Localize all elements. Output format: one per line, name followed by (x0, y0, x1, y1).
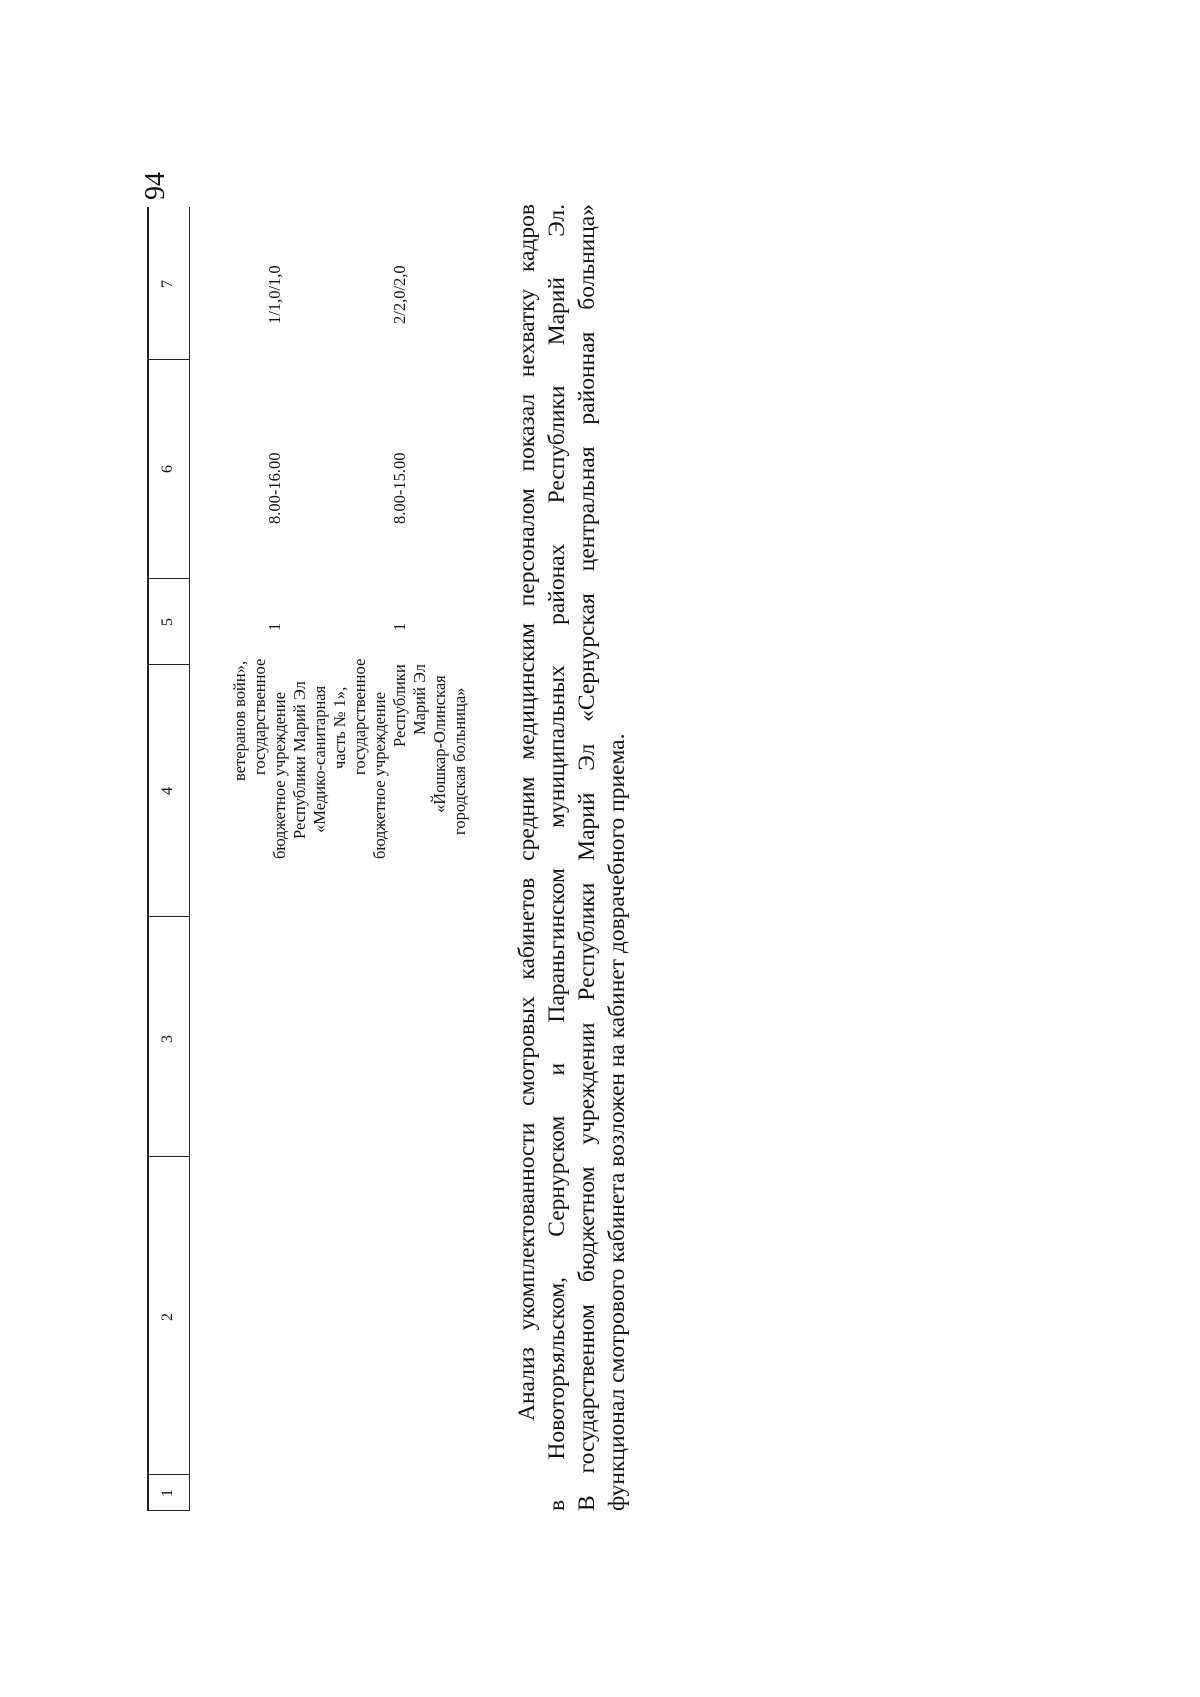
table-header-bottom-border (189, 207, 190, 1511)
cell-line: Республики (390, 664, 409, 747)
cell-line: часть № 1», (330, 686, 349, 769)
cell-line: ветеранов войн», (230, 660, 249, 781)
column-number: 7 (159, 280, 176, 288)
cell-line: «Йошкар-Олинская (430, 675, 449, 813)
column-number: 2 (159, 1313, 176, 1321)
column-number: 4 (159, 787, 176, 795)
paragraph-line: функционал смотрового кабинета возложен на кабинет доврачебного приема. (604, 733, 630, 1511)
page-number: 94 (140, 172, 171, 200)
cell-line: Марий Эл (410, 664, 429, 735)
cell-line: государственное (250, 658, 269, 775)
cell-ratio: 1/1,0/1,0 (265, 265, 284, 324)
column-number: 6 (159, 465, 176, 473)
cell-hours: 8.00-15.00 (390, 452, 409, 524)
cell-line: бюджетное учреждение (270, 692, 289, 859)
cell-line: Республики Марий Эл (290, 681, 309, 839)
paragraph-line: в Новоторъяльском, Сернурском и Параньгинском муниципальных районах Республики Марий Эл. (544, 204, 570, 1511)
table-top-border (147, 207, 149, 1511)
column-divider (147, 916, 190, 917)
cell-count: 1 (390, 622, 409, 631)
column-number: 3 (159, 1035, 176, 1043)
column-divider (147, 1156, 190, 1157)
paragraph-line: В государственном бюджетном учреждении Республики Марий Эл «Сернурская центральная районная больница» (574, 204, 600, 1511)
cell-ratio: 2/2,0/2,0 (390, 265, 409, 324)
cell-count: 1 (265, 622, 284, 631)
institution-names-cell (230, 639, 470, 859)
column-divider (147, 664, 190, 665)
cell-line: «Медико-санитарная (310, 685, 329, 833)
column-divider (147, 359, 190, 360)
paragraph-line: Анализ укомплектованности смотровых кабинетов средним медицинским персоналом показал нехватку кадров (514, 204, 540, 1421)
column-number: 5 (159, 618, 176, 626)
cell-line: городская больница» (450, 687, 469, 835)
cell-hours: 8.00-16.00 (265, 452, 284, 524)
cell-line: бюджетное учреждение (370, 692, 389, 859)
column-divider (147, 578, 190, 579)
analysis-paragraph (512, 204, 632, 1511)
cell-line: государственное (350, 658, 369, 775)
column-number: 1 (159, 1489, 176, 1497)
